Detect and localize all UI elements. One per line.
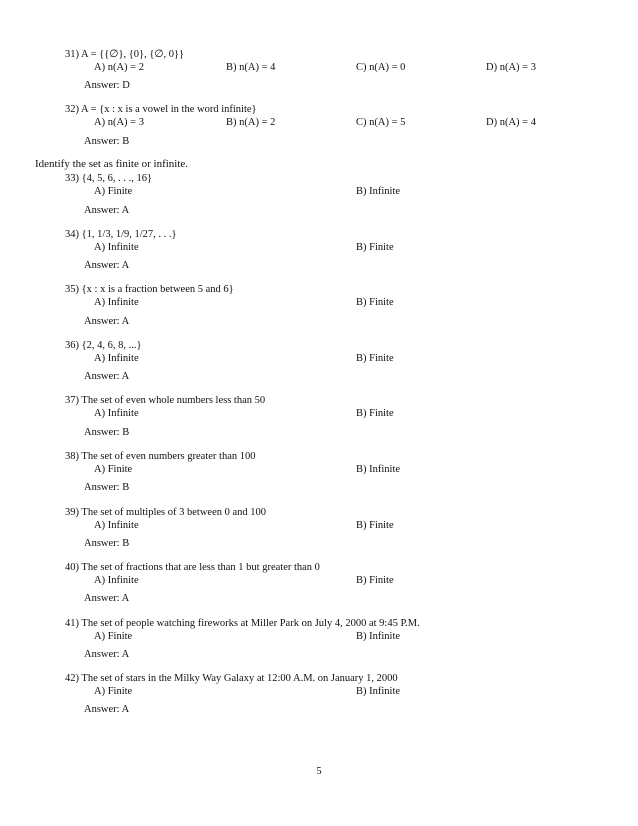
question-33-answer: Answer: A: [84, 205, 130, 216]
question-38-stem: 38) The set of even numbers greater than 100: [65, 451, 256, 462]
question-31-option-a: A) n(A) = 2: [94, 62, 144, 73]
question-38-option-a: A) Finite: [94, 464, 133, 475]
question-39-option-b: B) Finite: [356, 520, 394, 531]
question-37-stem: 37) The set of even whole numbers less than 50: [65, 395, 266, 406]
question-38-answer: Answer: B: [84, 482, 130, 493]
question-41-option-b: B) Infinite: [356, 631, 401, 642]
question-31-stem: 31) A = {{∅}, {0}, {∅, 0}}: [65, 49, 185, 60]
section-heading: Identify the set as finite or infinite.: [35, 158, 189, 170]
question-31-option-d: D) n(A) = 3: [486, 62, 536, 73]
question-42-answer: Answer: A: [84, 704, 130, 715]
page-number: 5: [316, 766, 322, 777]
question-41-answer: Answer: A: [84, 649, 130, 660]
question-36-option-b: B) Finite: [356, 353, 394, 364]
question-34-answer: Answer: A: [84, 260, 130, 271]
question-33-option-b: B) Infinite: [356, 186, 401, 197]
question-41-option-a: A) Finite: [94, 631, 133, 642]
question-36-option-a: A) Infinite: [94, 353, 139, 364]
question-40-option-a: A) Infinite: [94, 575, 139, 586]
question-34-stem: 34) {1, 1/3, 1/9, 1/27, . . .}: [65, 229, 177, 240]
question-32-option-b: B) n(A) = 2: [226, 117, 276, 128]
question-31-option-b: B) n(A) = 4: [226, 62, 276, 73]
question-32-option-d: D) n(A) = 4: [486, 117, 536, 128]
question-32-stem: 32) A = {x : x is a vowel in the word infinite}: [65, 104, 257, 115]
question-35-option-b: B) Finite: [356, 297, 394, 308]
question-37-answer: Answer: B: [84, 427, 130, 438]
question-36-answer: Answer: A: [84, 371, 130, 382]
question-32-option-c: C) n(A) = 5: [356, 117, 406, 128]
question-42-option-b: B) Infinite: [356, 686, 401, 697]
question-35-stem: 35) {x : x is a fraction between 5 and 6}: [65, 284, 234, 295]
question-39-option-a: A) Infinite: [94, 520, 139, 531]
question-40-answer: Answer: A: [84, 593, 130, 604]
question-37-option-b: B) Finite: [356, 408, 394, 419]
question-32-option-a: A) n(A) = 3: [94, 117, 144, 128]
question-41-stem: 41) The set of people watching fireworks at Miller Park on July 4, 2000 at 9:45 P.M.: [65, 618, 420, 629]
question-40-stem: 40) The set of fractions that are less than 1 but greater than 0: [65, 562, 320, 573]
question-31-option-c: C) n(A) = 0: [356, 62, 406, 73]
question-31-answer: Answer: D: [84, 80, 130, 91]
question-40-option-b: B) Finite: [356, 575, 394, 586]
question-38-option-b: B) Infinite: [356, 464, 401, 475]
question-42-stem: 42) The set of stars in the Milky Way Galaxy at 12:00 A.M. on January 1, 2000: [65, 673, 398, 684]
question-39-answer: Answer: B: [84, 538, 130, 549]
question-34-option-a: A) Infinite: [94, 242, 139, 253]
question-39-stem: 39) The set of multiples of 3 between 0 and 100: [65, 507, 267, 518]
question-36-stem: 36) {2, 4, 6, 8, ...}: [65, 340, 142, 351]
question-33-option-a: A) Finite: [94, 186, 133, 197]
question-34-option-b: B) Finite: [356, 242, 394, 253]
question-33-stem: 33) {4, 5, 6, . . ., 16}: [65, 173, 153, 184]
question-42-option-a: A) Finite: [94, 686, 133, 697]
question-35-answer: Answer: A: [84, 316, 130, 327]
question-37-option-a: A) Infinite: [94, 408, 139, 419]
question-35-option-a: A) Infinite: [94, 297, 139, 308]
question-32-answer: Answer: B: [84, 136, 130, 147]
